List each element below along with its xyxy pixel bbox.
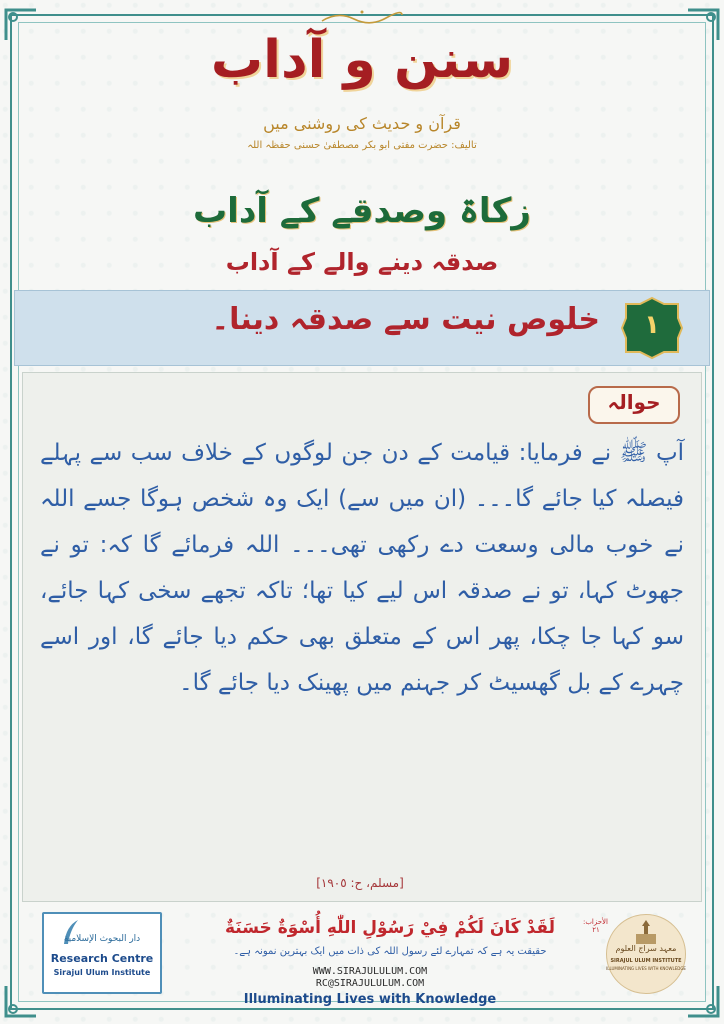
- bismillah-calligraphy: [318, 6, 406, 28]
- page-title: سنن و آداب: [210, 30, 514, 90]
- section-heading: خلوص نیت سے صدقہ دینا۔: [211, 302, 600, 337]
- author-line: تالیف: حضرت مفتی ابو بکر مصطفیٰ حسنی حفظہ اللہ: [247, 140, 477, 151]
- reference-tag: حوالہ: [607, 390, 661, 414]
- citation: [مسلم، ح: ١٩٠٥]: [316, 876, 404, 890]
- topic-title: زکاۃ وصدقے کے آداب: [193, 191, 531, 231]
- website-link[interactable]: WWW.SIRAJULULUM.COM: [312, 966, 428, 977]
- institute-name: SIRAJUL ULUM INSTITUTE: [610, 958, 682, 964]
- hadith-text: آپ ﷺ نے فرمایا: قیامت کے دن جن لوگوں کے خلاف سب سے پہلے فیصلہ کیا جائے گا۔۔۔ (ان میں سے) ایک وہ شخص ہوگا جسے اللہ نے خوب مالی وسعت دے رکھی تھی۔۔۔ اللہ فرمائے گا کہ: تو نے جھوٹ کہا، تو نے صدقہ اس لیے کیا تھا؛ تاکہ تجھے سخی کہا جائے، سو کہا جا چکا، پھر اس کے متعلق بھی حکم دیا جائے گا، اور اسے چہرے کے بل گھسیٹ کر جہنم میں پھینک دیا جائے گا۔: [40, 440, 684, 696]
- page-subtitle: قرآن و حدیث کی روشنی میں: [263, 114, 461, 133]
- quran-verse: لَقَدْ كَانَ لَكُمْ فِيْ رَسُوْلِ اللّٰهِ أُسْوَةٌ حَسَنَةٌ: [225, 918, 555, 938]
- corner-ornament-icon: [4, 984, 38, 1018]
- email-link[interactable]: RC@SIRAJULULUM.COM: [315, 978, 425, 989]
- logo-arabic-text: دار البحوث الإسلامية: [63, 934, 141, 944]
- verse-translation: حقیقت یہ ہے کہ تمہارے لئے رسول اللہ کی ذات میں ایک بہترین نمونہ ہے۔: [233, 946, 547, 957]
- institute-arabic-name: معہد سراج العلوم: [615, 944, 677, 953]
- verse-reference: الأحزاب: ٢١: [582, 918, 608, 934]
- corner-ornament-icon: [686, 984, 720, 1018]
- minaret-icon: [632, 920, 660, 944]
- section-number: ١: [644, 310, 660, 340]
- tagline: Illuminating Lives with Knowledge: [243, 992, 497, 1007]
- logo-title: Research Centre: [50, 952, 154, 965]
- institute-tagline: ILLUMINATING LIVES WITH KNOWLEDGE: [606, 966, 686, 971]
- topic-subtitle: صدقہ دینے والے کے آداب: [225, 248, 499, 276]
- logo-subtitle: Sirajul Ulum Institute: [53, 968, 151, 977]
